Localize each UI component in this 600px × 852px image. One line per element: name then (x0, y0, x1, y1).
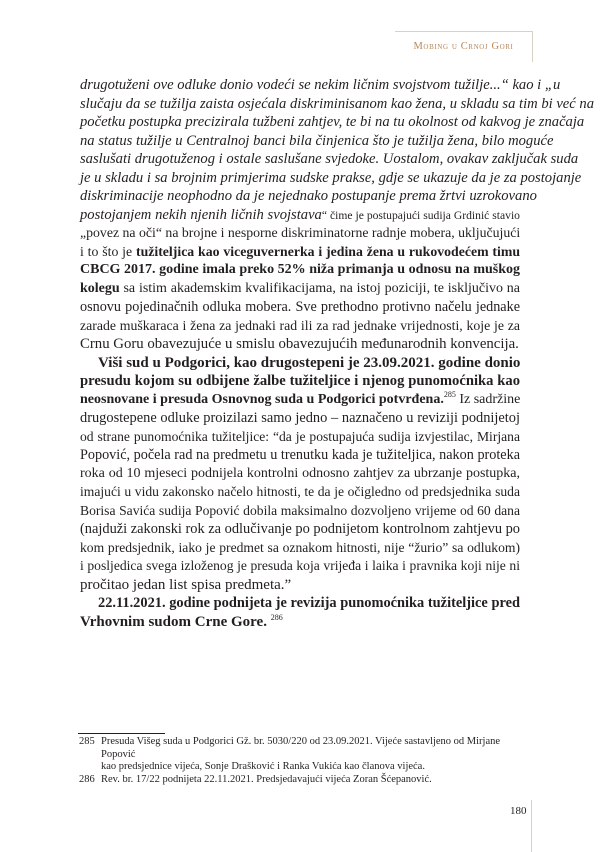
text-span: osnovu pojedinačnih odluka mobera. Sve prethodno protivno načelu jednake (80, 299, 520, 315)
italic-quote-text: drugotuženi ove odluke donio vodeći se nekim ličnim svojstvom tužilje...“ kao i „u (80, 77, 561, 93)
bold-text: CBCG 2017. godine imala preko 52% niža primanja u odnosu na muškog (80, 262, 520, 277)
text-span: Iz sadržine (455, 391, 521, 407)
italic-quote-text: na status tužilje u Centralnoj banci bila činjenica što je tužilja žena, bilo moguće (80, 132, 554, 149)
text-span: imajući u vidu zakonsko načelo hitnosti, te da je očigledno od predsjednika suda (80, 484, 520, 499)
bold-text: neosnovane i presuda Osnovnog suda u Podgorici potvrđena. (80, 391, 444, 407)
text-span: sa istim akademskim kvalifikacijama, na istoj poziciji, te isključivo na (119, 280, 520, 296)
running-header (395, 31, 533, 62)
text-line (80, 409, 520, 428)
footnote-reference[interactable]: 285 (443, 389, 456, 399)
text-line (80, 391, 520, 410)
text-line (80, 372, 520, 391)
footnote-text: kao predsjednice vijeća, Sonje Drašković i Ranka Vukića kao članova vijeća. (101, 761, 425, 772)
text-span: i posljedica svega izloženog je presuda koja vrijeđa i laika i pravnika koji nije ni (80, 558, 520, 573)
text-line (80, 261, 520, 280)
text-span: „povez na oči“ na brojne i nesporne diskriminatorne radnje mobera, uključujući (80, 225, 521, 240)
text-line (80, 243, 520, 262)
footnote-number: 286 (79, 773, 95, 785)
page-number: 180 (510, 805, 527, 817)
bold-text: kolegu (80, 280, 120, 296)
text-span: “ čime je postupajući sudija Grdinić stavio (321, 208, 520, 222)
footnote-reference[interactable]: 286 (270, 612, 283, 622)
text-line (80, 446, 520, 465)
italic-quote-text: diskriminacije neophodno da je nejednako postupanje prema žrtvi uzrokovano (80, 188, 537, 204)
text-line (80, 613, 520, 632)
text-line (80, 224, 520, 243)
body-text (80, 76, 594, 631)
text-span: Popović, počela rad na predmetu u trenutku kada je tužiteljica, nakon proteka (80, 447, 520, 463)
text-line (80, 557, 520, 576)
footnote (79, 736, 524, 774)
paragraph-first-line (80, 594, 520, 613)
bold-text: Vrhovnim sudom Crne Gore. (80, 613, 271, 630)
footnote-text: Presuda Višeg suda u Podgorici Gž. br. 5030/220 od 23.09.2021. Vijeće sastavljeno od Mirjane Popović (101, 736, 501, 760)
bold-text: presudu kojom su odbijene žalbe tužiteljice i njenog punomoćnika kao (80, 373, 520, 389)
footnotes (79, 736, 524, 786)
text-span: roka od 10 mjeseci podnijela kontrolni odnosno zahtjev za ubrzanje postupka, (80, 465, 520, 481)
text-line (80, 483, 520, 502)
text-span: pročitao jedan list spisa predmeta.” (80, 576, 292, 593)
footnote (79, 774, 524, 787)
text-line (80, 539, 520, 558)
text-line (80, 428, 520, 447)
text-line (80, 169, 582, 188)
text-line (80, 502, 520, 521)
text-line (80, 95, 594, 114)
text-line (80, 132, 554, 151)
italic-quote-text: početku postupka precizirala tužbeni zahtjev, te bi na tu okolnost od kakvog je značaja (80, 114, 585, 130)
italic-quote-text: saslušati drugotuženog i ostale saslušane svjedoke. Uostalom, ovakav zaključak suda (80, 151, 579, 167)
text-span: kom predsjednik, iako je predmet sa oznakom hitnosti, nije “žurio” sa odlukom) (80, 539, 520, 555)
text-line (80, 150, 579, 169)
text-span: zarade muškaraca i žena za jednaki rad ili za rad jednake vrijednosti, koje je za (80, 317, 520, 333)
text-line (80, 280, 520, 299)
text-span: i to što je (80, 243, 136, 259)
italic-quote-text: je u skladu i sa brojnim primjerima sudske prakse, gdje se ukazuje da je za postojanje (80, 169, 582, 186)
text-line (80, 520, 520, 539)
bold-text: Viši sud u Podgorici, kao drugostepeni je 23.09.2021. godine donio (98, 354, 521, 371)
text-line (80, 206, 520, 225)
text-line (80, 113, 585, 132)
text-line (80, 576, 520, 595)
text-line (80, 76, 561, 95)
footnote-separator (78, 733, 165, 734)
italic-quote-text: slučaju da se tužilja zaista osjećala diskriminisanom kao žena, u skladu sa tim bi već na (80, 95, 594, 112)
text-line (80, 335, 520, 354)
text-span: (najduži zakonski rok za odlučivanje po podnijetom kontrolnom zahtjevu po (80, 521, 521, 537)
page-number-rule (531, 800, 532, 852)
running-header-title: Mobing u Crnoj Gori (413, 41, 514, 52)
text-span: Crnu Goru obavezujuće u smislu obavezujućih međunarodnih konvencija. (80, 336, 519, 352)
text-line (80, 298, 520, 317)
text-span: drugostepene odluke proizilazi samo jedno – naznačeno u reviziji podnijetoj (80, 410, 520, 426)
paragraph-first-line (80, 354, 520, 373)
text-span: od strane punomoćnika tužiteljice: “da je postupajuća sudija izvjestilac, Mirjana (80, 428, 520, 444)
footnote-text: Rev. br. 17/22 podnijeta 22.11.2021. Predsjedavajući vijeća Zoran Šćepanović. (101, 773, 432, 785)
text-line (80, 465, 520, 484)
bold-text: 22.11.2021. godine podnijeta je revizija punomoćnika tužiteljice pred (98, 595, 520, 611)
footnote-number: 285 (79, 736, 95, 747)
bold-text: tužiteljica kao viceguvernerka i jedina žena u rukovodećem timu (135, 243, 520, 259)
text-line (80, 187, 537, 206)
text-span: Borisa Savića sudija Popović dobila maksimalno dozvoljeno vrijeme od 60 dana (80, 502, 520, 518)
text-line (80, 317, 520, 336)
italic-quote-text: postojanjem nekih njenih ličnih svojstava (80, 206, 322, 223)
